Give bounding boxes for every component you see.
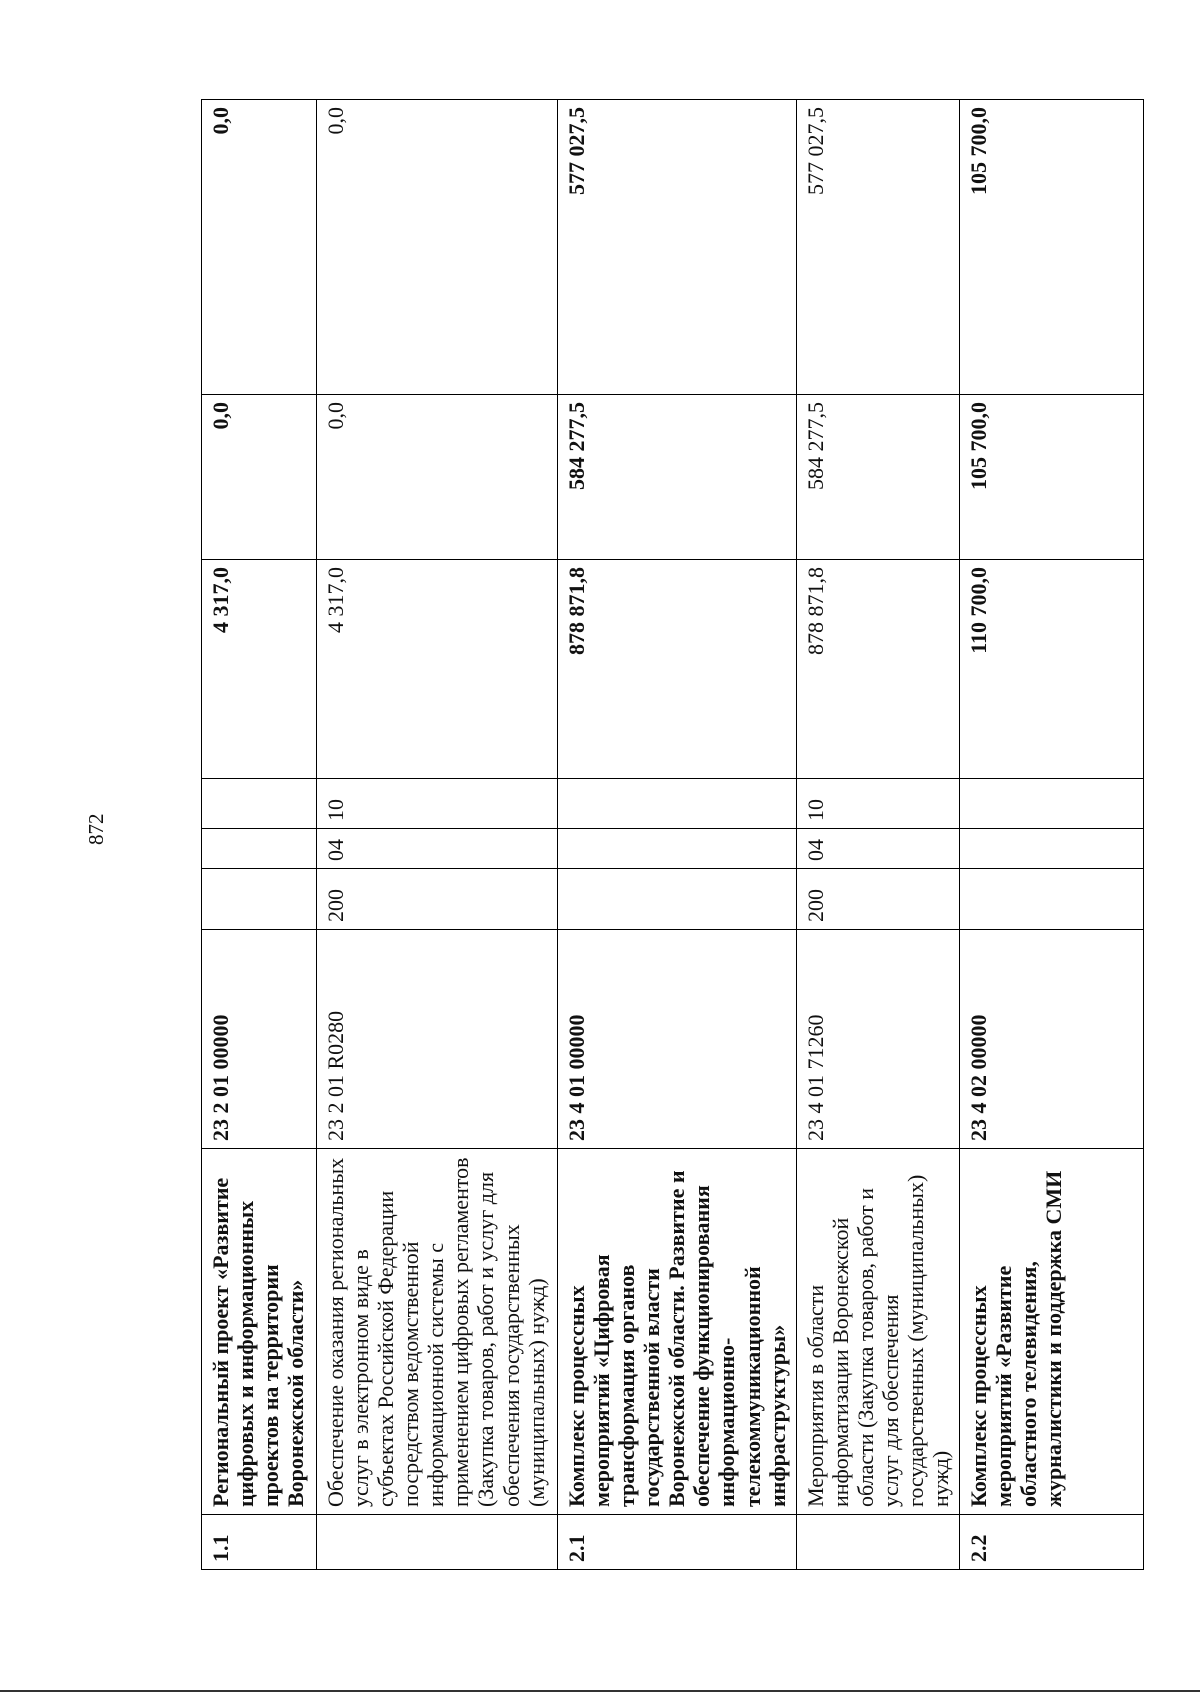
table-row [558,100,797,1570]
row-name: Обеспечение оказания региональных услуг в электронном виде в субъектах Российской Федерации посредством ведомственной информационной системы с применением цифровых регламентов (Закупка товаров, работ и услуг для обеспечения государственных (муниципальных) нужд) [317,1149,558,1515]
row-rz-code [558,829,797,869]
row-csr-code: 23 2 01 00000 [202,930,317,1149]
row-vr-code: 200 [796,869,959,930]
row-number: 1.1 [202,1515,317,1570]
row-number: 2.1 [558,1515,797,1570]
row-sum-year1: 878 871,8 [796,560,959,779]
table-row [960,100,1144,1570]
row-vr-code: 200 [317,869,558,930]
row-number: 2.2 [960,1515,1144,1570]
budget-table [201,99,1144,1570]
row-pr-code [202,779,317,829]
row-sum-year3: 0,0 [317,100,558,395]
row-csr-code: 23 4 02 00000 [960,930,1144,1149]
table-row [317,100,558,1570]
row-name: Комплекс процессных мероприятий «Цифровая трансформация органов государственной власти Воронежской области. Развитие и обеспечение функционирования информационно-телекоммуникационной инфраструктуры» [558,1149,797,1515]
row-sum-year2: 0,0 [202,395,317,560]
row-name: Комплекс процессных мероприятий «Развитие областного телевидения, журналистики и поддержка СМИ [960,1149,1144,1515]
row-sum-year1: 4 317,0 [202,560,317,779]
row-number [796,1515,959,1570]
row-rz-code: 04 [317,829,558,869]
row-sum-year3: 577 027,5 [558,100,797,395]
row-number [317,1515,558,1570]
page-number: 872 [84,813,108,845]
row-rz-code: 04 [796,829,959,869]
row-sum-year2: 0,0 [317,395,558,560]
row-vr-code [558,869,797,930]
row-sum-year1: 4 317,0 [317,560,558,779]
row-rz-code [960,829,1144,869]
row-pr-code: 10 [317,779,558,829]
row-csr-code: 23 4 01 00000 [558,930,797,1149]
table-row [202,100,317,1570]
row-pr-code [558,779,797,829]
row-csr-code: 23 2 01 R0280 [317,930,558,1149]
row-sum-year2: 584 277,5 [796,395,959,560]
row-pr-code: 10 [796,779,959,829]
row-sum-year2: 105 700,0 [960,395,1144,560]
row-csr-code: 23 4 01 71260 [796,930,959,1149]
row-name: Региональный проект «Развитие цифровых и информационных проектов на территории Воронежской области» [202,1149,317,1515]
row-sum-year3: 105 700,0 [960,100,1144,395]
row-vr-code [202,869,317,930]
row-rz-code [202,829,317,869]
bottom-scan-rule [0,1690,1200,1692]
table-row [796,100,959,1570]
row-sum-year1: 110 700,0 [960,560,1144,779]
row-name: Мероприятия в области информатизации Воронежской области (Закупка товаров, работ и услуг для обеспечения государственных (муниципальных) нужд) [796,1149,959,1515]
row-vr-code [960,869,1144,930]
row-pr-code [960,779,1144,829]
row-sum-year3: 0,0 [202,100,317,395]
row-sum-year1: 878 871,8 [558,560,797,779]
row-sum-year3: 577 027,5 [796,100,959,395]
row-sum-year2: 584 277,5 [558,395,797,560]
